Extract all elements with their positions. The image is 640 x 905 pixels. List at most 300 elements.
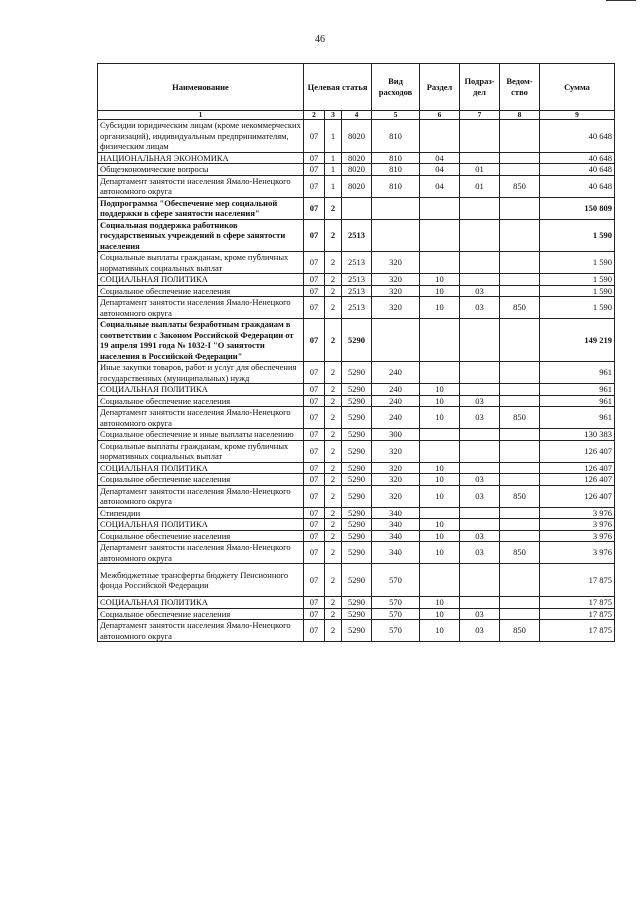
row-subsection: 03: [460, 608, 500, 620]
table-row: [98, 319, 615, 362]
row-target-program: 07: [304, 274, 325, 286]
row-expense-type: [372, 319, 420, 362]
row-target-subprogram: 2: [325, 274, 342, 286]
row-section: [420, 252, 460, 274]
row-subsection: [460, 462, 500, 474]
table-row: [98, 197, 615, 219]
row-amount: 17 875: [540, 597, 615, 609]
row-target-program: 07: [304, 285, 325, 297]
budget-table: [97, 63, 615, 642]
column-number: 4: [342, 111, 372, 120]
column-number: 2: [304, 111, 325, 120]
row-expense-type: 340: [372, 507, 420, 519]
row-amount: 1 590: [540, 252, 615, 274]
row-section: [420, 319, 460, 362]
row-target-code: 5290: [342, 429, 372, 441]
row-amount: 40 648: [540, 152, 615, 164]
row-name: Департамент занятости населения Ямало-Ненецкого автономного округа: [98, 542, 304, 564]
row-subsection: 03: [460, 620, 500, 642]
row-expense-type: 320: [372, 297, 420, 319]
table-row: [98, 440, 615, 462]
row-amount: 40 648: [540, 164, 615, 176]
column-number-row: [98, 111, 615, 120]
row-amount: 961: [540, 407, 615, 429]
row-name: Социальное обеспечение населения: [98, 474, 304, 486]
row-section: 04: [420, 164, 460, 176]
row-expense-type: 300: [372, 429, 420, 441]
row-section: 04: [420, 175, 460, 197]
row-target-code: 5290: [342, 519, 372, 531]
row-expense-type: 810: [372, 175, 420, 197]
row-name: СОЦИАЛЬНАЯ ПОЛИТИКА: [98, 274, 304, 286]
row-department: [500, 429, 540, 441]
row-target-subprogram: 1: [325, 164, 342, 176]
row-expense-type: 320: [372, 462, 420, 474]
header-department: Ведом-ство: [500, 64, 540, 111]
row-target-code: 8020: [342, 175, 372, 197]
table-row: [98, 530, 615, 542]
row-subsection: [460, 564, 500, 597]
row-target-subprogram: 2: [325, 507, 342, 519]
row-expense-type: 320: [372, 252, 420, 274]
row-name: СОЦИАЛЬНАЯ ПОЛИТИКА: [98, 597, 304, 609]
row-target-program: 07: [304, 429, 325, 441]
row-target-program: 07: [304, 164, 325, 176]
row-expense-type: [372, 219, 420, 252]
header-amount: Сумма: [540, 64, 615, 111]
row-target-program: 07: [304, 620, 325, 642]
row-target-program: 07: [304, 362, 325, 384]
row-section: 10: [420, 519, 460, 531]
row-amount: 17 875: [540, 564, 615, 597]
table-row: [98, 362, 615, 384]
row-name: Департамент занятости населения Ямало-Ненецкого автономного округа: [98, 407, 304, 429]
row-amount: 126 407: [540, 440, 615, 462]
row-expense-type: 240: [372, 384, 420, 396]
row-section: 04: [420, 152, 460, 164]
row-department: 850: [500, 297, 540, 319]
row-amount: 3 976: [540, 507, 615, 519]
row-subsection: 03: [460, 530, 500, 542]
row-subsection: [460, 197, 500, 219]
row-target-code: 5290: [342, 407, 372, 429]
row-target-subprogram: 2: [325, 564, 342, 597]
row-section: [420, 120, 460, 153]
row-expense-type: 340: [372, 542, 420, 564]
row-target-code: 8020: [342, 152, 372, 164]
header-row: [98, 64, 615, 111]
row-department: [500, 462, 540, 474]
row-expense-type: 320: [372, 485, 420, 507]
row-subsection: [460, 440, 500, 462]
column-number: 3: [325, 111, 342, 120]
row-target-subprogram: 2: [325, 620, 342, 642]
row-target-subprogram: 2: [325, 384, 342, 396]
row-section: [420, 564, 460, 597]
row-expense-type: 570: [372, 597, 420, 609]
row-target-program: 07: [304, 319, 325, 362]
row-department: [500, 152, 540, 164]
row-subsection: [460, 120, 500, 153]
row-target-code: 5290: [342, 530, 372, 542]
row-target-code: 2513: [342, 285, 372, 297]
table-row: [98, 542, 615, 564]
row-target-code: 2513: [342, 297, 372, 319]
row-target-subprogram: 1: [325, 152, 342, 164]
row-expense-type: 340: [372, 519, 420, 531]
row-target-program: 07: [304, 384, 325, 396]
row-section: 10: [420, 297, 460, 319]
row-name: Общеэкономические вопросы: [98, 164, 304, 176]
row-department: [500, 219, 540, 252]
row-target-subprogram: 2: [325, 530, 342, 542]
row-department: [500, 530, 540, 542]
row-amount: 130 383: [540, 429, 615, 441]
table-row: [98, 429, 615, 441]
row-target-subprogram: 2: [325, 297, 342, 319]
row-target-code: 5290: [342, 462, 372, 474]
row-subsection: 03: [460, 285, 500, 297]
table-row: [98, 620, 615, 642]
row-target-subprogram: 2: [325, 362, 342, 384]
row-target-code: 5290: [342, 474, 372, 486]
table-row: [98, 164, 615, 176]
row-department: 850: [500, 175, 540, 197]
row-target-code: 2513: [342, 252, 372, 274]
row-department: 850: [500, 620, 540, 642]
row-target-code: 5290: [342, 542, 372, 564]
row-expense-type: 810: [372, 152, 420, 164]
table-row: [98, 219, 615, 252]
row-target-subprogram: 2: [325, 519, 342, 531]
row-name: Департамент занятости населения Ямало-Ненецкого автономного округа: [98, 175, 304, 197]
row-department: [500, 440, 540, 462]
column-number: 5: [372, 111, 420, 120]
row-subsection: 03: [460, 407, 500, 429]
row-section: 10: [420, 474, 460, 486]
row-department: [500, 252, 540, 274]
row-target-subprogram: 2: [325, 407, 342, 429]
row-subsection: [460, 384, 500, 396]
row-name: Социальное обеспечение населения: [98, 395, 304, 407]
row-department: 850: [500, 542, 540, 564]
row-section: 10: [420, 485, 460, 507]
row-department: 850: [500, 485, 540, 507]
row-target-program: 07: [304, 197, 325, 219]
table-row: [98, 152, 615, 164]
row-name: Стипендии: [98, 507, 304, 519]
row-target-program: 07: [304, 407, 325, 429]
column-number: 9: [540, 111, 615, 120]
row-amount: 40 648: [540, 175, 615, 197]
row-target-program: 07: [304, 440, 325, 462]
row-section: [420, 429, 460, 441]
row-subsection: 03: [460, 474, 500, 486]
row-target-code: 5290: [342, 485, 372, 507]
row-amount: 126 407: [540, 462, 615, 474]
row-department: [500, 564, 540, 597]
row-target-program: 07: [304, 297, 325, 319]
row-department: [500, 519, 540, 531]
row-target-program: 07: [304, 519, 325, 531]
row-department: [500, 597, 540, 609]
row-target-subprogram: 2: [325, 597, 342, 609]
page-number: 46: [315, 34, 325, 45]
row-section: 10: [420, 395, 460, 407]
row-expense-type: 810: [372, 120, 420, 153]
header-subsection: Подраз-дел: [460, 64, 500, 111]
row-target-code: [342, 197, 372, 219]
row-department: [500, 120, 540, 153]
row-subsection: 03: [460, 395, 500, 407]
row-amount: 17 875: [540, 608, 615, 620]
row-subsection: [460, 597, 500, 609]
row-section: 10: [420, 542, 460, 564]
row-section: 10: [420, 285, 460, 297]
row-section: 10: [420, 384, 460, 396]
table-row: [98, 507, 615, 519]
column-number: 7: [460, 111, 500, 120]
row-subsection: [460, 274, 500, 286]
row-target-program: 07: [304, 474, 325, 486]
row-subsection: [460, 152, 500, 164]
table-row: [98, 285, 615, 297]
row-expense-type: [372, 197, 420, 219]
table-row: [98, 297, 615, 319]
row-target-subprogram: 2: [325, 219, 342, 252]
row-expense-type: 240: [372, 407, 420, 429]
row-target-subprogram: 2: [325, 252, 342, 274]
row-name: Социальное обеспечение и иные выплаты населению: [98, 429, 304, 441]
row-name: Департамент занятости населения Ямало-Ненецкого автономного округа: [98, 620, 304, 642]
row-target-program: 07: [304, 252, 325, 274]
row-section: 10: [420, 597, 460, 609]
row-expense-type: 340: [372, 530, 420, 542]
row-target-subprogram: 2: [325, 395, 342, 407]
row-target-program: 07: [304, 395, 325, 407]
row-target-program: 07: [304, 530, 325, 542]
row-target-program: 07: [304, 462, 325, 474]
row-department: [500, 319, 540, 362]
row-expense-type: 320: [372, 440, 420, 462]
row-name: СОЦИАЛЬНАЯ ПОЛИТИКА: [98, 519, 304, 531]
row-department: [500, 507, 540, 519]
row-name: Социальные выплаты гражданам, кроме публичных нормативных социальных выплат: [98, 252, 304, 274]
row-target-program: 07: [304, 608, 325, 620]
row-expense-type: 240: [372, 395, 420, 407]
row-amount: 1 590: [540, 274, 615, 286]
row-expense-type: 570: [372, 608, 420, 620]
row-name: Иные закупки товаров, работ и услуг для обеспечения государственных (муниципальных) нужд: [98, 362, 304, 384]
row-section: [420, 197, 460, 219]
row-subsection: 03: [460, 542, 500, 564]
row-name: Социальное обеспечение населения: [98, 285, 304, 297]
row-name: Социальные выплаты гражданам, кроме публичных нормативных социальных выплат: [98, 440, 304, 462]
table-row: [98, 252, 615, 274]
row-target-program: 07: [304, 219, 325, 252]
row-section: 10: [420, 530, 460, 542]
row-subsection: [460, 362, 500, 384]
row-subsection: [460, 429, 500, 441]
row-target-subprogram: 2: [325, 462, 342, 474]
table-row: [98, 597, 615, 609]
row-name: Департамент занятости населения Ямало-Ненецкого автономного округа: [98, 297, 304, 319]
table-row: [98, 474, 615, 486]
row-subsection: 01: [460, 164, 500, 176]
row-target-code: 5290: [342, 395, 372, 407]
row-target-program: 07: [304, 175, 325, 197]
row-target-code: 8020: [342, 164, 372, 176]
row-subsection: 03: [460, 485, 500, 507]
row-target-subprogram: 2: [325, 485, 342, 507]
row-amount: 17 875: [540, 620, 615, 642]
row-target-code: 5290: [342, 620, 372, 642]
row-name: Социальная поддержка работников государственных учреждений в сфере занятости населения: [98, 219, 304, 252]
row-target-code: 8020: [342, 120, 372, 153]
row-department: 850: [500, 407, 540, 429]
row-target-code: 5290: [342, 319, 372, 362]
row-section: [420, 440, 460, 462]
table-row: [98, 175, 615, 197]
row-expense-type: 240: [372, 362, 420, 384]
row-expense-type: 570: [372, 620, 420, 642]
row-name: Подпрограмма "Обеспечение мер социальной поддержки в сфере занятости населения": [98, 197, 304, 219]
table-row: [98, 407, 615, 429]
row-target-program: 07: [304, 485, 325, 507]
row-target-code: 5290: [342, 384, 372, 396]
row-section: 10: [420, 462, 460, 474]
row-target-subprogram: 2: [325, 319, 342, 362]
row-target-subprogram: 2: [325, 608, 342, 620]
row-section: 10: [420, 407, 460, 429]
row-target-code: 5290: [342, 440, 372, 462]
header-target: Целевая статья: [304, 64, 372, 111]
row-target-program: 07: [304, 120, 325, 153]
row-target-subprogram: 1: [325, 120, 342, 153]
row-amount: 3 976: [540, 519, 615, 531]
column-number: 8: [500, 111, 540, 120]
row-target-subprogram: 2: [325, 197, 342, 219]
row-target-code: 5290: [342, 608, 372, 620]
row-target-subprogram: 2: [325, 474, 342, 486]
row-name: Социальное обеспечение населения: [98, 608, 304, 620]
row-subsection: [460, 252, 500, 274]
row-target-subprogram: 2: [325, 285, 342, 297]
row-name: НАЦИОНАЛЬНАЯ ЭКОНОМИКА: [98, 152, 304, 164]
row-amount: 126 407: [540, 485, 615, 507]
row-target-code: 5290: [342, 507, 372, 519]
row-department: [500, 474, 540, 486]
row-name: Социальное обеспечение населения: [98, 530, 304, 542]
row-section: 10: [420, 274, 460, 286]
table-row: [98, 564, 615, 597]
row-expense-type: 810: [372, 164, 420, 176]
row-expense-type: 320: [372, 285, 420, 297]
row-amount: 1 590: [540, 285, 615, 297]
row-expense-type: 320: [372, 274, 420, 286]
row-amount: 961: [540, 362, 615, 384]
row-target-program: 07: [304, 564, 325, 597]
table-row: [98, 462, 615, 474]
row-department: [500, 608, 540, 620]
row-subsection: 03: [460, 297, 500, 319]
row-name: Департамент занятости населения Ямало-Ненецкого автономного округа: [98, 485, 304, 507]
row-amount: 1 590: [540, 297, 615, 319]
row-section: 10: [420, 608, 460, 620]
header-name: Наименование: [98, 64, 304, 111]
row-amount: 961: [540, 384, 615, 396]
row-target-code: 2513: [342, 274, 372, 286]
row-target-program: 07: [304, 597, 325, 609]
row-name: СОЦИАЛЬНАЯ ПОЛИТИКА: [98, 462, 304, 474]
row-expense-type: 570: [372, 564, 420, 597]
row-target-code: 5290: [342, 564, 372, 597]
row-department: [500, 384, 540, 396]
row-amount: 1 590: [540, 219, 615, 252]
row-department: [500, 395, 540, 407]
row-department: [500, 285, 540, 297]
row-amount: 149 219: [540, 319, 615, 362]
table-row: [98, 608, 615, 620]
row-name: СОЦИАЛЬНАЯ ПОЛИТИКА: [98, 384, 304, 396]
row-section: [420, 507, 460, 519]
row-subsection: [460, 319, 500, 362]
row-target-subprogram: 2: [325, 542, 342, 564]
row-target-subprogram: 1: [325, 175, 342, 197]
row-amount: 40 648: [540, 120, 615, 153]
row-amount: 961: [540, 395, 615, 407]
table-row: [98, 384, 615, 396]
row-target-code: 5290: [342, 362, 372, 384]
row-department: [500, 197, 540, 219]
row-subsection: [460, 219, 500, 252]
row-target-program: 07: [304, 542, 325, 564]
table-row: [98, 120, 615, 153]
row-target-code: 2513: [342, 219, 372, 252]
table-row: [98, 519, 615, 531]
row-amount: 3 976: [540, 542, 615, 564]
row-department: [500, 164, 540, 176]
table-row: [98, 274, 615, 286]
row-section: 10: [420, 620, 460, 642]
row-section: [420, 362, 460, 384]
row-target-subprogram: 2: [325, 429, 342, 441]
row-amount: 3 976: [540, 530, 615, 542]
row-subsection: [460, 507, 500, 519]
row-subsection: 01: [460, 175, 500, 197]
row-amount: 126 407: [540, 474, 615, 486]
row-expense-type: 320: [372, 474, 420, 486]
row-target-code: 5290: [342, 597, 372, 609]
table-row: [98, 485, 615, 507]
row-name: Социальные выплаты безработным гражданам в соответствии с Законом Российской Федерации от 19 апреля 1991 года № 1032-I "О занятости населения в Российской Федерации": [98, 319, 304, 362]
column-number: 1: [98, 111, 304, 120]
header-section: Раздел: [420, 64, 460, 111]
row-amount: 150 809: [540, 197, 615, 219]
corner-mark: [606, 0, 636, 1]
header-type: Вид расходов: [372, 64, 420, 111]
row-section: [420, 219, 460, 252]
row-target-subprogram: 2: [325, 440, 342, 462]
row-name: Межбюджетные трансферты бюджету Пенсионного фонда Российской Федерации: [98, 564, 304, 597]
table-row: [98, 395, 615, 407]
row-department: [500, 362, 540, 384]
table-body: [98, 120, 615, 642]
row-name: Субсидии юридическим лицам (кроме некоммерческих организаций), индивидуальным предпринимателям, физическим лицам: [98, 120, 304, 153]
column-number: 6: [420, 111, 460, 120]
row-department: [500, 274, 540, 286]
row-subsection: [460, 519, 500, 531]
